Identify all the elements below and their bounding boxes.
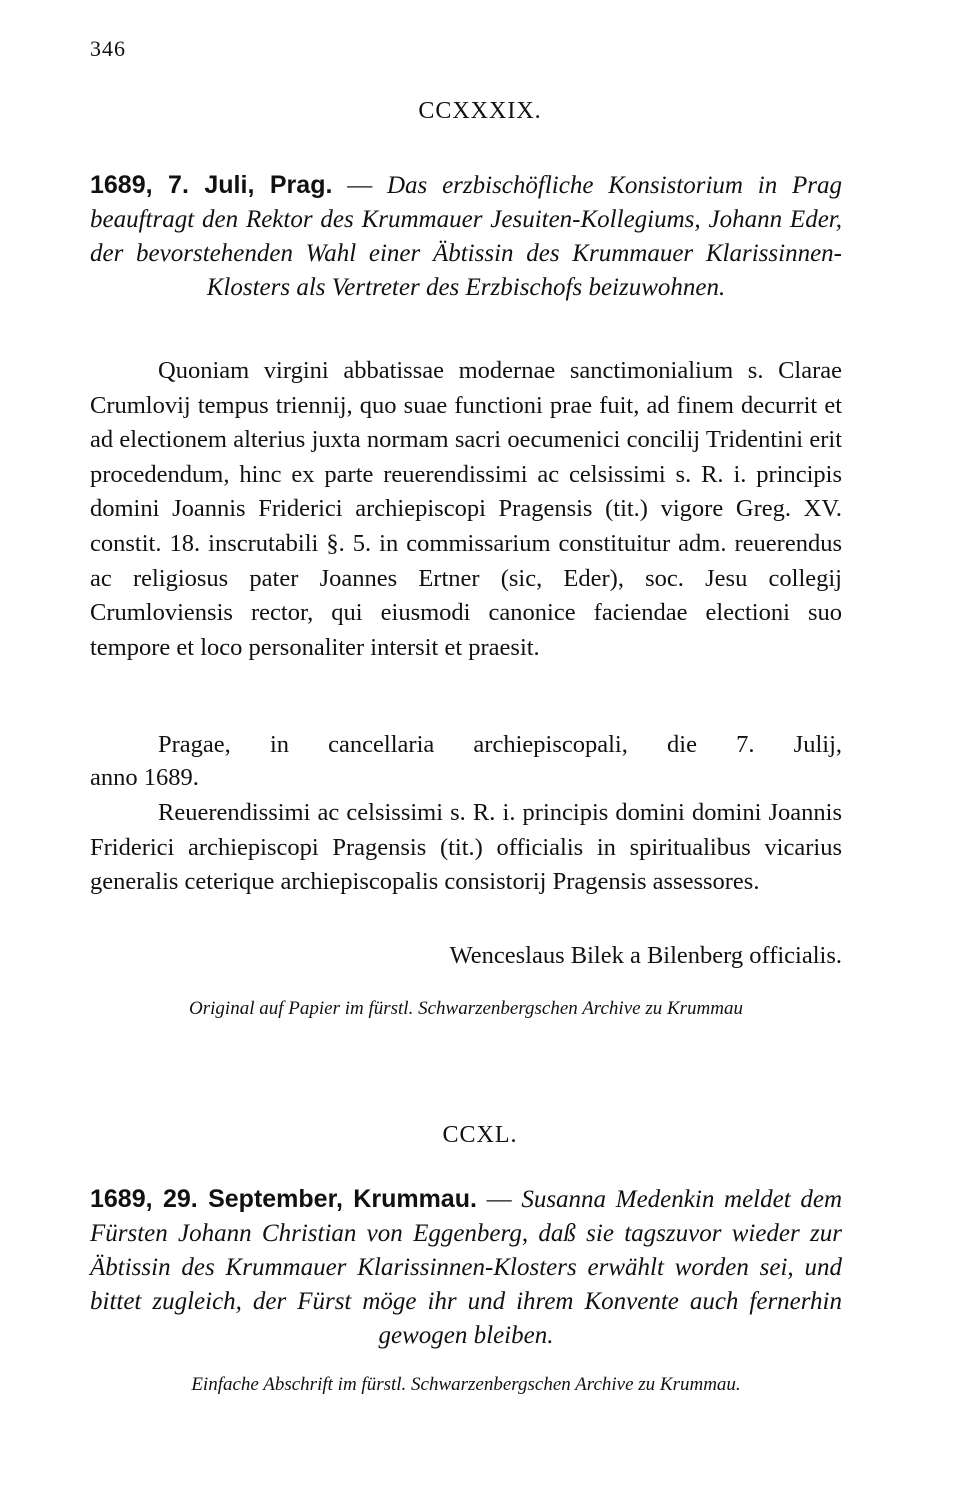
source-note: Einfache Abschrift im fürstl. Schwarzenbergschen Archive zu Krummau. <box>191 1374 741 1395</box>
dating-clause <box>90 728 842 794</box>
document-number: CCXXXIX. <box>418 98 542 124</box>
signatory-paragraph: Reuerendissimi ac celsissimi s. R. i. principis domini domini Joannis Friderici archiepiscopi Pragensis (tit.) officialis in spiritualibus vicarius generalis ceterique archiepiscopalis consistorij Pragensis assessores. <box>90 799 842 896</box>
signature: Wenceslaus Bilek a Bilenberg officialis. <box>449 942 842 969</box>
document-summary: Das erzbischöfliche Konsistorium in Prag beauftragt den Rektor des Krummauer Jesuiten-Kollegiums, Johann Eder, der bevorstehenden Wahl einer Äbtissin des Krummauer Klarissinnen-Klosters als Vertreter des Erzbischofs beizuwohnen. <box>90 172 842 301</box>
page-number: 346 <box>90 36 126 61</box>
dating-line-1: Pragae, in cancellaria archiepiscopali, die 7. Julij, <box>158 731 842 758</box>
document-date: 1689, 7. Juli, Prag. <box>90 171 333 199</box>
document-date: 1689, 29. September, Krummau. <box>90 1185 477 1213</box>
document-summary: Susanna Medenkin meldet dem Fürsten Johann Christian von Eggenberg, daß sie tagszuvor wieder zur Äbtissin des Krummauer Klarissinnen-Klosters erwählt worden sei, und bittet zugleich, der Fürst möge ihr und ihrem Konvente auch fernerhin gewogen bleiben. <box>90 1186 843 1349</box>
dash: — <box>332 172 387 199</box>
document-number: CCXL. <box>442 1122 518 1148</box>
source-note: Original auf Papier im fürstl. Schwarzenbergschen Archive zu Krummau <box>189 998 743 1019</box>
body-paragraph: Quoniam virgini abbatissae modernae sanctimonialium s. Clarae Crumlovij tempus triennij, quo suae functioni prae fuit, ad finem decurrit et ad electionem alterius juxta normam sacri oecumenici concilij Tridentini erit procedendum, hinc ex parte reuerendissimi ac celsissimi s. R. i. principis domini Joannis Friderici archiepiscopi Pragensis (tit.) vigore Greg. XV. constit. 18. inscrutabili §. 5. in commissarium constituitur adm. reuerendus ac religiosus pater Joannes Ertner (sic, Eder), soc. Jesu collegij Crumloviensis rector, qui eiusmodi canonice faciendae electioni suo tempore et loco personaliter intersit et praesit. <box>90 357 842 661</box>
dating-line-2: anno 1689. <box>90 764 199 791</box>
document-regest <box>90 1182 842 1353</box>
dash: — <box>476 1186 522 1213</box>
document-body <box>90 354 842 665</box>
document-regest <box>90 168 842 305</box>
